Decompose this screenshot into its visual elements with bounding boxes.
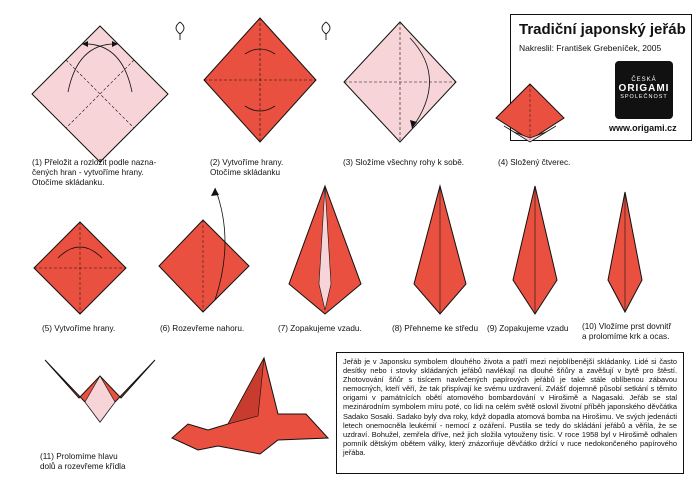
society-logo: ČESKÁ ORIGAMI SPOLEČNOST	[615, 61, 673, 119]
step-3-diagram	[340, 18, 460, 148]
step-2-diagram	[200, 14, 320, 149]
step-5-caption: (5) Vytvoříme hrany.	[42, 324, 116, 333]
author-credit: Nakreslil: František Grebeníček, 2005	[519, 43, 662, 53]
step-10-caption: (10) Vložíme prst dovnitř a prolomíme krk a ocas.	[582, 322, 672, 341]
step-10-diagram	[600, 190, 650, 315]
crane-story-box	[336, 352, 684, 474]
step-1-caption: (1) Přeložit a rozložit podle nazna- čených hran - vytvoříme hrany. Otočíme skládanku.	[32, 158, 157, 187]
step-7-diagram	[285, 184, 365, 316]
step-9-diagram	[505, 184, 565, 316]
step-7-caption: (7) Zopakujeme vzadu.	[278, 324, 362, 333]
turn-over-icon-2	[318, 20, 334, 40]
step-6-diagram	[155, 180, 265, 320]
step-9-caption: (9) Zopakujeme vzadu	[487, 324, 569, 333]
step-8-caption: (8) Přehneme ke středu	[392, 324, 479, 333]
step-8-diagram	[410, 184, 470, 316]
website-link[interactable]: www.origami.cz	[609, 123, 677, 133]
step-6-caption: (6) Rozevřeme nahoru.	[160, 324, 245, 333]
turn-over-icon	[172, 20, 188, 40]
step-2-caption: (2) Vytvoříme hrany. Otočíme skládanku	[210, 158, 284, 177]
finished-crane	[168, 354, 328, 464]
step-1-diagram	[28, 22, 172, 162]
step-5-diagram	[30, 218, 130, 318]
crane-story-text: Jeřáb je v Japonsku symbolem dlouhého života a patří mezi nejoblíbenější skládanky. Lidé si často desítky nebo i stovky skládaných jeřábů navlékají na dlouhé šňůry a zavěšují v bytě pro štěstí. Zhotovování šňůr s tisícem navlečených papírových jeřábů je také stále oblíbenou zábavou nemocných, kteří věří, že tak přispívají ke svému uzdravení. Zvlášť dojemně působí setkání s těmito origami v památnících obětí atomového bombardování v Hirošimě a Nagasaki. Jeřáb se stal mezinárodním symbolem míru poté, co lidi na celém světě oslovil životní příběh japonského děvčátka Sadako Sosaki. Sadako byly dva roky, když dopadla atomová bomba na Hirošimu. Ve svých jedenácti letech onemocněla leukémií - nemocí z ozáření. Pustila se tedy do skládání jeřábů a věřila, že se uzdraví. Bohužel, zemřela dříve, než jich složila vytouženy tisíc. V roce 1958 byl v Hirošimě odhalen pomník dětským obětem války, který znázorňuje děvčátko držící v ruce nedokončeného papírového jeřába.	[343, 357, 677, 457]
step-11-caption: (11) Prolomíme hlavu dolů a rozevřeme křídla	[40, 452, 126, 471]
step-3-caption: (3) Složíme všechny rohy k sobě.	[343, 158, 465, 167]
step-4-diagram	[490, 80, 570, 160]
step-11-diagram	[35, 352, 165, 432]
step-4-caption: (4) Složený čtverec.	[498, 158, 571, 167]
page-title: Tradiční japonský jeřáb	[519, 21, 686, 38]
